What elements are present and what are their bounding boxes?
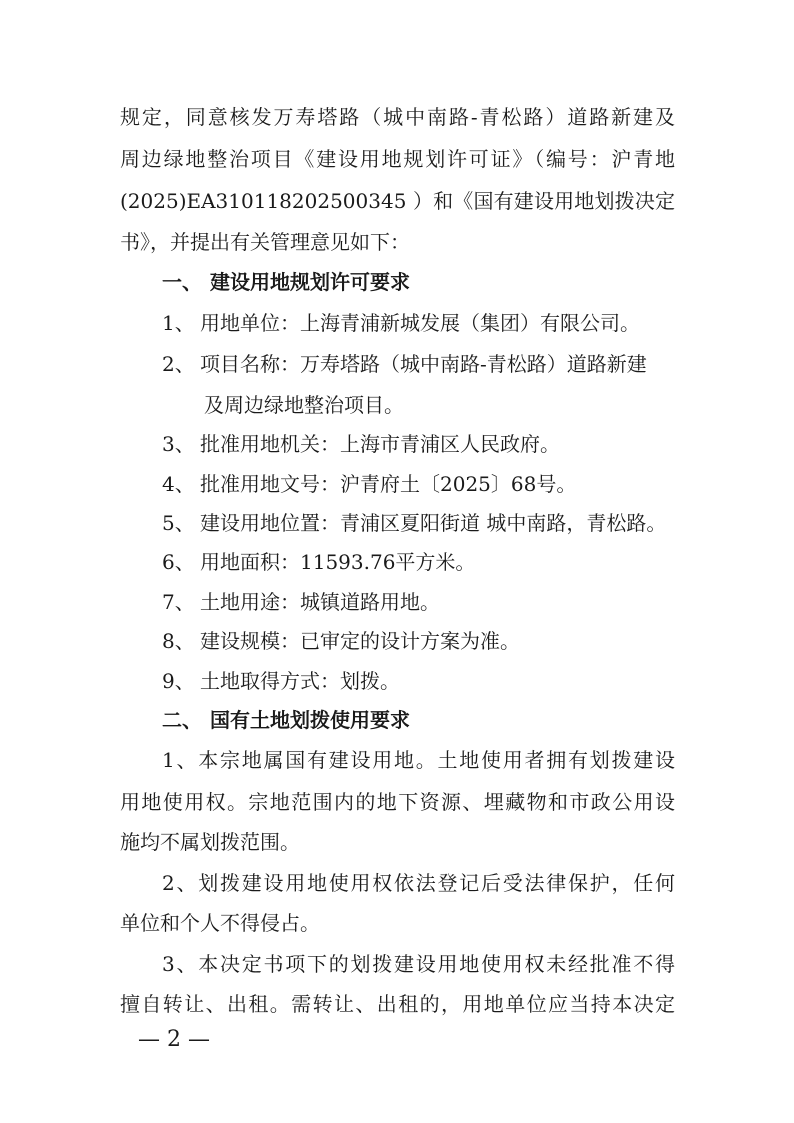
list-item [162, 424, 675, 464]
item-number: 6、 [162, 550, 195, 574]
section1-number: 一、 [162, 270, 202, 294]
intro-line-1: 规定，同意核发万寿塔路（城中南路-青松路）道路新建及 [120, 105, 675, 129]
list-item [162, 344, 675, 384]
section2-p1-line-1: 1、本宗地属国有建设用地。土地使用者拥有划拨建设 [162, 748, 675, 772]
item-number: 7、 [162, 590, 195, 614]
section2-p1-line-2: 用地使用权。宗地范围内的地下资源、埋藏物和市政公用设 [120, 790, 675, 814]
list-item [162, 661, 675, 701]
item-text: 批准用地机关：上海市青浦区人民政府。 [200, 432, 560, 456]
item-text: 批准用地文号：沪青府土〔2025〕68号。 [200, 472, 577, 496]
item-number: 4、 [162, 472, 195, 496]
item-text: 建设规模：已审定的设计方案为准。 [200, 629, 520, 653]
item-text: 项目名称：万寿塔路（城中南路-青松路）道路新建 [200, 352, 647, 376]
section2-p3-line-2: 擅自转让、出租。需转让、出租的，用地单位应当持本决定 [120, 992, 675, 1016]
section1-heading [162, 262, 410, 302]
item-text: 土地用途：城镇道路用地。 [200, 590, 440, 614]
item-text: 用地面积：11593.76平方米。 [200, 550, 476, 574]
list-item [162, 621, 675, 661]
section2-p3-line-1: 3、本决定书项下的划拨建设用地使用权未经批准不得 [162, 952, 675, 976]
item-text: 土地取得方式：划拨。 [200, 669, 400, 693]
section2-p2-line-2: 单位和个人不得侵占。 [120, 911, 320, 935]
item-number: 1、 [162, 311, 195, 335]
section2-number: 二、 [162, 708, 202, 732]
intro-line-4: 书》，并提出有关管理意见如下： [120, 230, 410, 254]
item-number: 8、 [162, 629, 195, 653]
list-item [162, 303, 675, 343]
list-item [162, 503, 675, 543]
list-item [162, 542, 675, 582]
item-text: 用地单位：上海青浦新城发展（集团）有限公司。 [200, 311, 640, 335]
section1-title: 建设用地规划许可要求 [210, 270, 410, 294]
list-item [162, 464, 675, 504]
section2-p1-line-3: 施均不属划拨范围。 [120, 830, 300, 854]
item-text: 建设用地位置：青浦区夏阳街道 城中南路，青松路。 [200, 511, 667, 535]
intro-line-2: 周边绿地整治项目《建设用地规划许可证》（编号：沪青地 [120, 147, 675, 171]
item-continuation: 及周边绿地整治项目。 [204, 393, 404, 417]
section2-heading [162, 700, 410, 740]
item-number: 2、 [162, 352, 195, 376]
item-number: 5、 [162, 511, 195, 535]
intro-line-3: (2025)EA310118202500345 ）和《国有建设用地划拨决定 [120, 189, 675, 213]
section2-title: 国有土地划拨使用要求 [210, 708, 410, 732]
list-item [162, 582, 675, 622]
section2-p2-line-1: 2、划拨建设用地使用权依法登记后受法律保护，任何 [162, 871, 675, 895]
item-number: 9、 [162, 669, 195, 693]
item-number: 3、 [162, 432, 195, 456]
page-number: — 2 — [138, 1027, 210, 1052]
